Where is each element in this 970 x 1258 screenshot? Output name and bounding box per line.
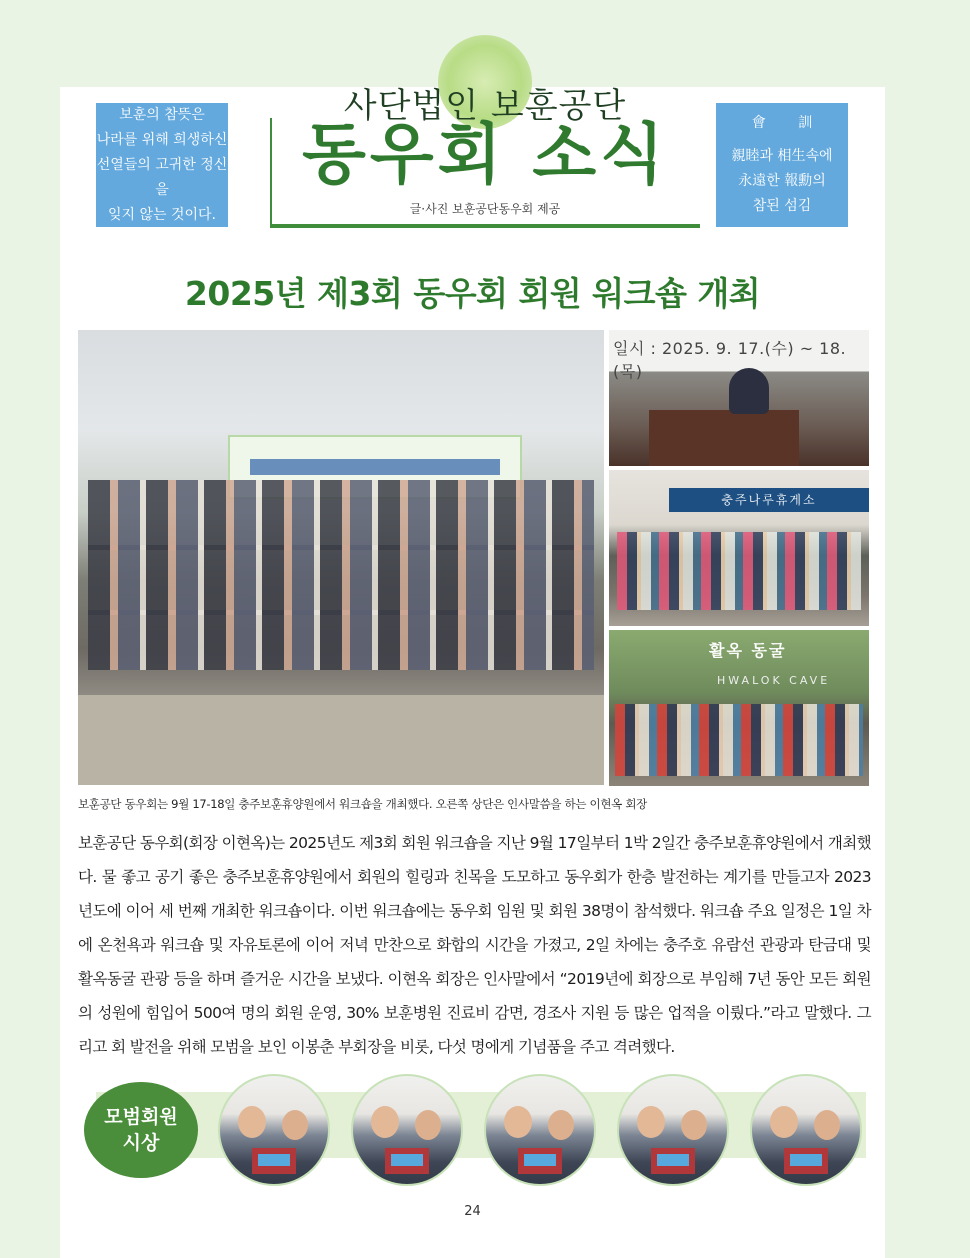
- crowd-back-row: [88, 480, 594, 550]
- award-photo-4: [617, 1074, 729, 1186]
- article-headline: 2025년 제3회 동우회 회원 워크숍 개최: [184, 274, 761, 313]
- motto-line: 잊지 않는 것이다.: [107, 206, 217, 223]
- cave-photo: [609, 630, 869, 786]
- page-number: 24: [464, 1204, 481, 1219]
- motto-line: 나라를 위해 희생하신: [96, 131, 228, 148]
- photo-credit: 글·사진 보훈공단동우회 제공: [409, 202, 561, 216]
- speaker-figure: [729, 368, 769, 414]
- award-title-line1: 모범회원: [104, 1106, 178, 1128]
- rest-area-sign: 충주나루휴게소: [669, 488, 869, 512]
- group-photo-main: [78, 330, 604, 785]
- award-photo-5: [750, 1074, 862, 1186]
- masthead-title: 동우회 소식: [302, 115, 668, 193]
- crowd-middle-row: [88, 545, 594, 615]
- award-photo-1: [218, 1074, 330, 1186]
- crowd-front-row: [88, 610, 594, 670]
- motto-line: 참된 섬김: [752, 198, 812, 214]
- floor: [78, 695, 604, 785]
- cave-sign-english: HWALOK CAVE: [717, 674, 831, 687]
- motto-box-right: [716, 103, 848, 227]
- group-at-rest-area: [617, 532, 861, 610]
- group-at-cave: [615, 704, 863, 776]
- motto-heading: 會 訓: [751, 115, 827, 131]
- motto-line: 선열들의 고귀한 정신을: [96, 156, 228, 198]
- award-title-line2: 시상: [122, 1132, 160, 1154]
- motto-box-left: [96, 103, 228, 227]
- award-photo-3: [484, 1074, 596, 1186]
- rest-area-photo: [609, 470, 869, 626]
- speaker-photo: [609, 330, 869, 466]
- masthead-subtitle: 사단법인 보훈공단: [343, 86, 627, 126]
- cave-sign: 활옥 동굴: [709, 641, 787, 660]
- motto-line: 親睦과 相生속에: [731, 148, 833, 164]
- podium: [649, 410, 799, 466]
- masthead-divider: [270, 224, 700, 228]
- motto-line: 보훈의 참뜻은: [119, 106, 205, 123]
- photo-caption: 보훈공단 동우회는 9월 17-18일 충주보훈휴양원에서 워크숍을 개최했다. 오른쪽 상단은 인사말씀을 하는 이현옥 회장: [78, 797, 647, 811]
- article-body: 보훈공단 동우회(회장 이현옥)는 2025년도 제3회 회원 워크숍을 지난 9월 17일부터 1박 2일간 충주보훈휴양원에서 개최했다. 물 좋고 공기 좋은 충주보훈휴양원에서 회원의 힐링과 친목을 도모하고 동우회가 한층 발전하는 계기를 만들고자 2023년도에 이어 세 번째 개최한 워크숍이다. 이번 워크숍에는 동우회 임원 및 회원 38명이 참석했다. 워크숍 주요 일정은 1일 차에 온천욕과 워크숍 및 자유토론에 이어 저녁 만찬으로 화합의 시간을 가졌고, 2일 차에는 충주호 유람선 관광과 탄금대 및 활옥동굴 관광 등을 하며 즐거운 시간을 보냈다. 이현옥 회장은 인사말에서 “2019년에 회장으로 부임해 7년 동안 모든 회원의 성원에 힘입어 500여 명의 회원 운영, 30% 보훈병원 진료비 감면, 경조사 지원 등 많은 업적을 이뤘다.”라고 말했다. 그리고 회 발전을 위해 모범을 보인 이봉춘 부회장을 비롯, 다섯 명에게 기념품을 주고 격려했다.: [78, 834, 871, 1056]
- event-date-text: 일시 : 2025. 9. 17.(수) ~ 18.(목): [613, 339, 847, 381]
- award-photo-2: [351, 1074, 463, 1186]
- award-badge: [84, 1082, 198, 1178]
- motto-line: 永遠한 報勳의: [738, 173, 826, 189]
